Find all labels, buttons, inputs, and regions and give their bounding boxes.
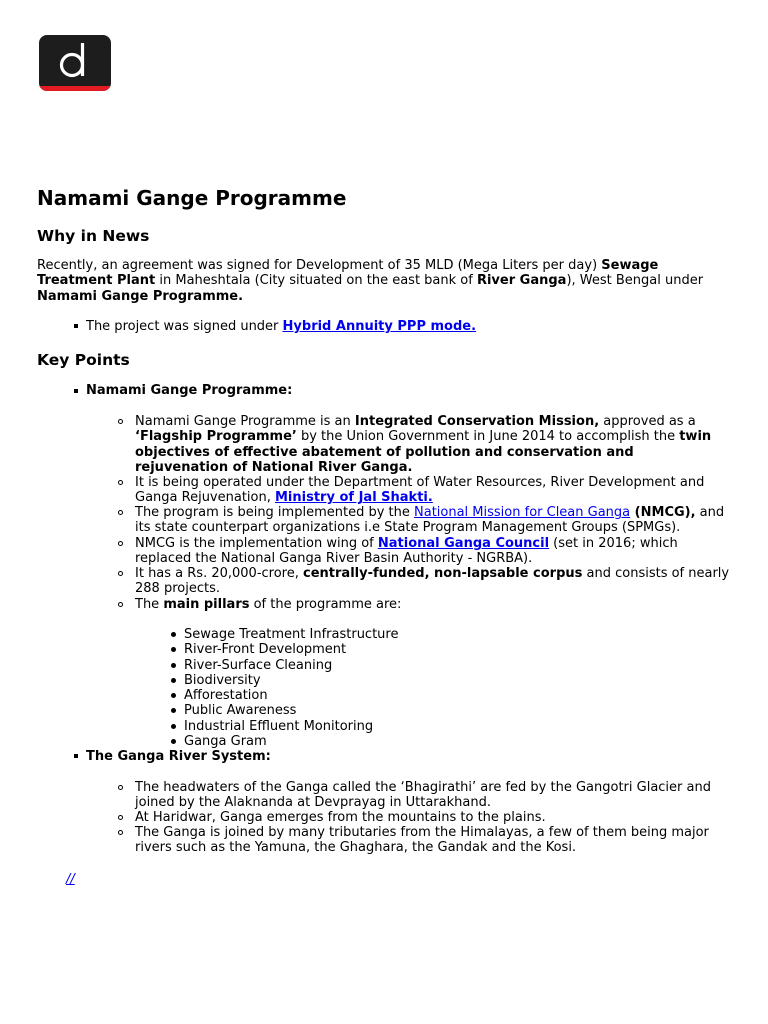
circle-bullet-icon — [118, 830, 123, 835]
pillar-item: Biodiversity — [184, 673, 261, 688]
disc-bullet-icon — [171, 678, 176, 683]
disc-bullet-icon — [171, 663, 176, 668]
pillar-item: Ganga Gram — [184, 734, 267, 749]
disc-bullet-icon — [171, 693, 176, 698]
circle-bullet-icon — [118, 419, 123, 424]
circle-bullet-icon — [118, 571, 123, 576]
national-ganga-council-link[interactable]: National Ganga Council — [377, 536, 550, 551]
logo-red-bar — [39, 86, 111, 91]
hybrid-annuity-link[interactable]: Hybrid Annuity PPP mode. — [282, 319, 477, 334]
key-points-heading: Key Points — [37, 351, 130, 369]
list-item: At Haridwar, Ganga emerges from the mountains to the plains. — [135, 810, 546, 825]
disc-bullet-icon — [171, 632, 176, 637]
disc-bullet-icon — [171, 724, 176, 729]
list-item: It is being operated under the Department of Water Resources, River Development and Ganga Rejuvenation, Ministry of Jal Shakti. — [135, 475, 705, 506]
list-item: The main pillars of the programme are: — [135, 597, 402, 612]
pillar-item: Afforestation — [184, 688, 268, 703]
circle-bullet-icon — [118, 602, 123, 607]
circle-bullet-icon — [118, 815, 123, 820]
list-item: Namami Gange Programme is an Integrated Conservation Mission, approved as a ‘Flagship Programme’ by the Union Government in June 2014 to accomplish the twin objectives of effective abatement of pollution and conservation and rejuvenation of National River Ganga. — [135, 414, 712, 475]
site-logo[interactable] — [39, 35, 111, 91]
circle-bullet-icon — [118, 785, 123, 790]
disc-bullet-icon — [171, 739, 176, 744]
pillar-item: Public Awareness — [184, 703, 297, 718]
why-in-news-heading: Why in News — [37, 227, 150, 245]
page-title: Namami Gange Programme — [37, 186, 347, 210]
footer-link[interactable]: // — [66, 872, 75, 887]
pillar-item: River-Surface Cleaning — [184, 658, 333, 673]
circle-bullet-icon — [118, 510, 123, 515]
pillar-item: Sewage Treatment Infrastructure — [184, 627, 399, 642]
pillar-item: Industrial Effluent Monitoring — [184, 719, 374, 734]
list-item: It has a Rs. 20,000-crore, centrally-funded, non-lapsable corpus and consists of nearly 288 projects. — [135, 566, 730, 597]
pillar-item: River-Front Development — [184, 642, 347, 657]
ganga-river-system-label: The Ganga River System: — [86, 749, 271, 764]
disc-bullet-icon — [171, 647, 176, 652]
nmcg-link[interactable]: National Mission for Clean Ganga — [414, 505, 631, 520]
list-item: NMCG is the implementation wing of National Ganga Council (set in 2016; which replaced the National Ganga River Basin Authority - NGRBA). — [135, 536, 678, 567]
disc-bullet-icon — [171, 708, 176, 713]
ministry-jal-shakti-link[interactable]: Ministry of Jal Shakti. — [275, 490, 433, 506]
square-bullet-icon — [74, 324, 78, 328]
ngp-label: Namami Gange Programme: — [86, 383, 293, 398]
list-item: The program is being implemented by the National Mission for Clean Ganga (NMCG), and its state counterpart organizations i.e State Program Management Groups (SPMGs). — [135, 505, 725, 536]
list-item: The headwaters of the Ganga called the ‘Bhagirathi’ are fed by the Gangotri Glacier and joined by the Alaknanda at Devprayag in Uttarakhand. — [135, 780, 711, 811]
square-bullet-icon — [74, 389, 78, 393]
list-item: The Ganga is joined by many tributaries from the Himalayas, a few of them being major rivers such as the Yamuna, the Ghaghara, the Gandak and the Kosi. — [135, 825, 709, 856]
circle-bullet-icon — [118, 541, 123, 546]
project-bullet: The project was signed under Hybrid Annuity PPP mode. — [86, 319, 477, 334]
square-bullet-icon — [74, 754, 78, 758]
intro-paragraph: Recently, an agreement was signed for Development of 35 MLD (Mega Liters per day) Sewage Treatment Plant in Maheshtala (City situated on the east bank of River Ganga), West Bengal under Namami Gange Programme. — [37, 258, 704, 304]
circle-bullet-icon — [118, 480, 123, 485]
logo-d-icon — [39, 35, 111, 91]
